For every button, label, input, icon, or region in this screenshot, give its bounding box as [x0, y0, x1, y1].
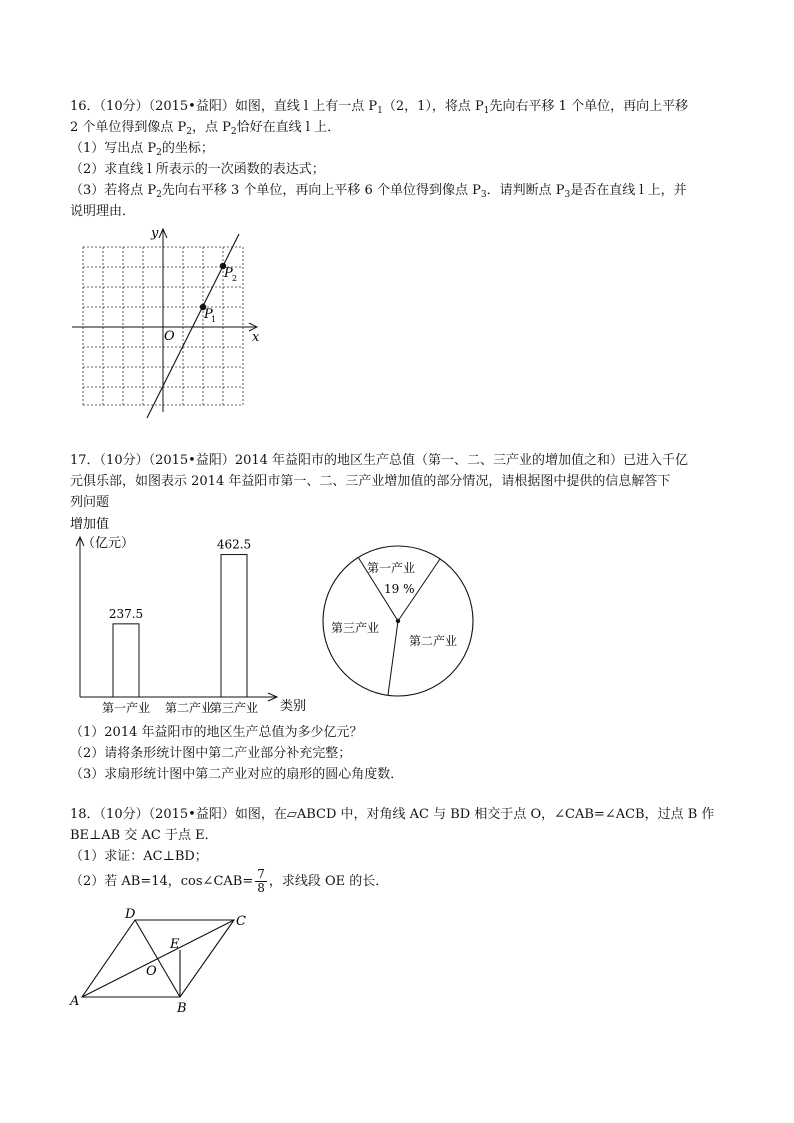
bar-chart: [60, 512, 320, 722]
bar-category-label-3: 第三产业: [209, 701, 259, 715]
pie-slice-label-1: 第一产业: [367, 561, 416, 575]
q18-part-2: （2）若 AB=14，cos∠CAB= $\frac{7}{8}$ ，求线段 OE 的长．: [70, 867, 389, 895]
q16-line-2: 2 个单位得到像点 $P_2$，点 $P_2$恰好在直线 l 上．: [70, 120, 341, 137]
bar-value-label-1: 237.5: [108, 606, 144, 621]
pie-divider-3: [388, 621, 398, 695]
y-axis: [159, 229, 167, 412]
q17-line-2: 元俱乐部，如图表示 2014 年益阳市第一、二、三产业增加值的部分情况，请根据图中提供的信息解答下: [70, 474, 671, 489]
fraction-7-8: $\frac{7}{8}$: [257, 867, 265, 895]
bar-category-label-2: 第二产业: [164, 701, 214, 715]
q17-line-3: 列问题: [70, 495, 110, 510]
label-o: O: [146, 964, 157, 979]
bar-value-label-3: 462.5: [216, 537, 252, 552]
q16-part-2: （2）求直线 l 所表示的一次函数的表达式；: [70, 162, 325, 177]
pie-slice-label-2: 第二产业: [409, 634, 458, 648]
line-l: [147, 234, 239, 418]
q17-part-3: （3）求扇形统计图中第二产业对应的扇形的圆心角度数．: [70, 767, 404, 782]
q16-part-1: （1）写出点 $P_2$的坐标；: [70, 141, 214, 158]
pie-slice-label-3: 第三产业: [331, 621, 380, 635]
p1-label: P: [204, 307, 213, 322]
origin-label: O: [164, 329, 175, 344]
diagonal-bd: [135, 920, 180, 997]
q16-line-1: 16．（10分）（2015•益阳）如图，直线 l 上有一点 $P_1(2$，1），将点 $P_1$先向右平移 1 个单位，再向上平移: [70, 99, 689, 116]
bar-1: [113, 624, 139, 697]
q17-line-1: 17．（10分）（2015•益阳）2014 年益阳市的地区生产总值（第一、二、三产业的增加值之和）已进入千亿: [70, 453, 689, 468]
p1-label-sub: 1: [211, 315, 217, 324]
x-axis-label: x: [252, 330, 260, 345]
p2-label-sub: 2: [232, 274, 238, 283]
bar-3: [221, 555, 247, 697]
q17-part-1: （1）2014 年益阳市的地区生产总值为多少亿元？: [70, 725, 363, 740]
q16-part-3-cont: 说明理由．: [70, 204, 136, 219]
bar-chart-xlabel: 类别: [280, 699, 307, 714]
label-e: E: [170, 937, 180, 952]
q16-part-3: （3）若将点 $P_2$先向右平移 3 个单位，再向上平移 6 个单位得到像点 $P_3$．请判断点 $P_3$是否在直线 l 上，并: [70, 183, 687, 200]
label-c: C: [236, 914, 246, 929]
pie-slice-value-1: 19 %: [384, 582, 415, 596]
bar-chart-ylabel-1: 增加值: [70, 517, 110, 532]
bar-chart-ylabel-2: （亿元）: [82, 536, 135, 551]
q18-line-2: BE⊥AB 交 AC 于点 E．: [70, 828, 218, 843]
y-axis-label: y: [151, 226, 159, 241]
p2-label: P: [224, 266, 233, 281]
label-d: D: [125, 907, 136, 922]
bar-chart-y-axis: [76, 537, 84, 697]
label-b: B: [177, 1001, 187, 1016]
label-a: A: [70, 994, 80, 1009]
q18-part-1: （1）求证：AC⊥BD；: [70, 849, 208, 864]
bar-category-label-1: 第一产业: [101, 701, 151, 715]
q16-coordinate-figure: [60, 225, 270, 425]
pie-center: [396, 619, 400, 623]
q18-line-1: 18．（10分）（2015•益阳）如图，在▱ABCD 中，对角线 AC 与 BD 相交于点 O，∠CAB=∠ACB，过点 B 作: [70, 807, 715, 822]
pie-chart: [318, 544, 478, 704]
q17-part-2: （2）请将条形统计图中第二产业部分补充完整；: [70, 746, 352, 761]
q18-parallelogram-figure: [65, 905, 255, 1015]
